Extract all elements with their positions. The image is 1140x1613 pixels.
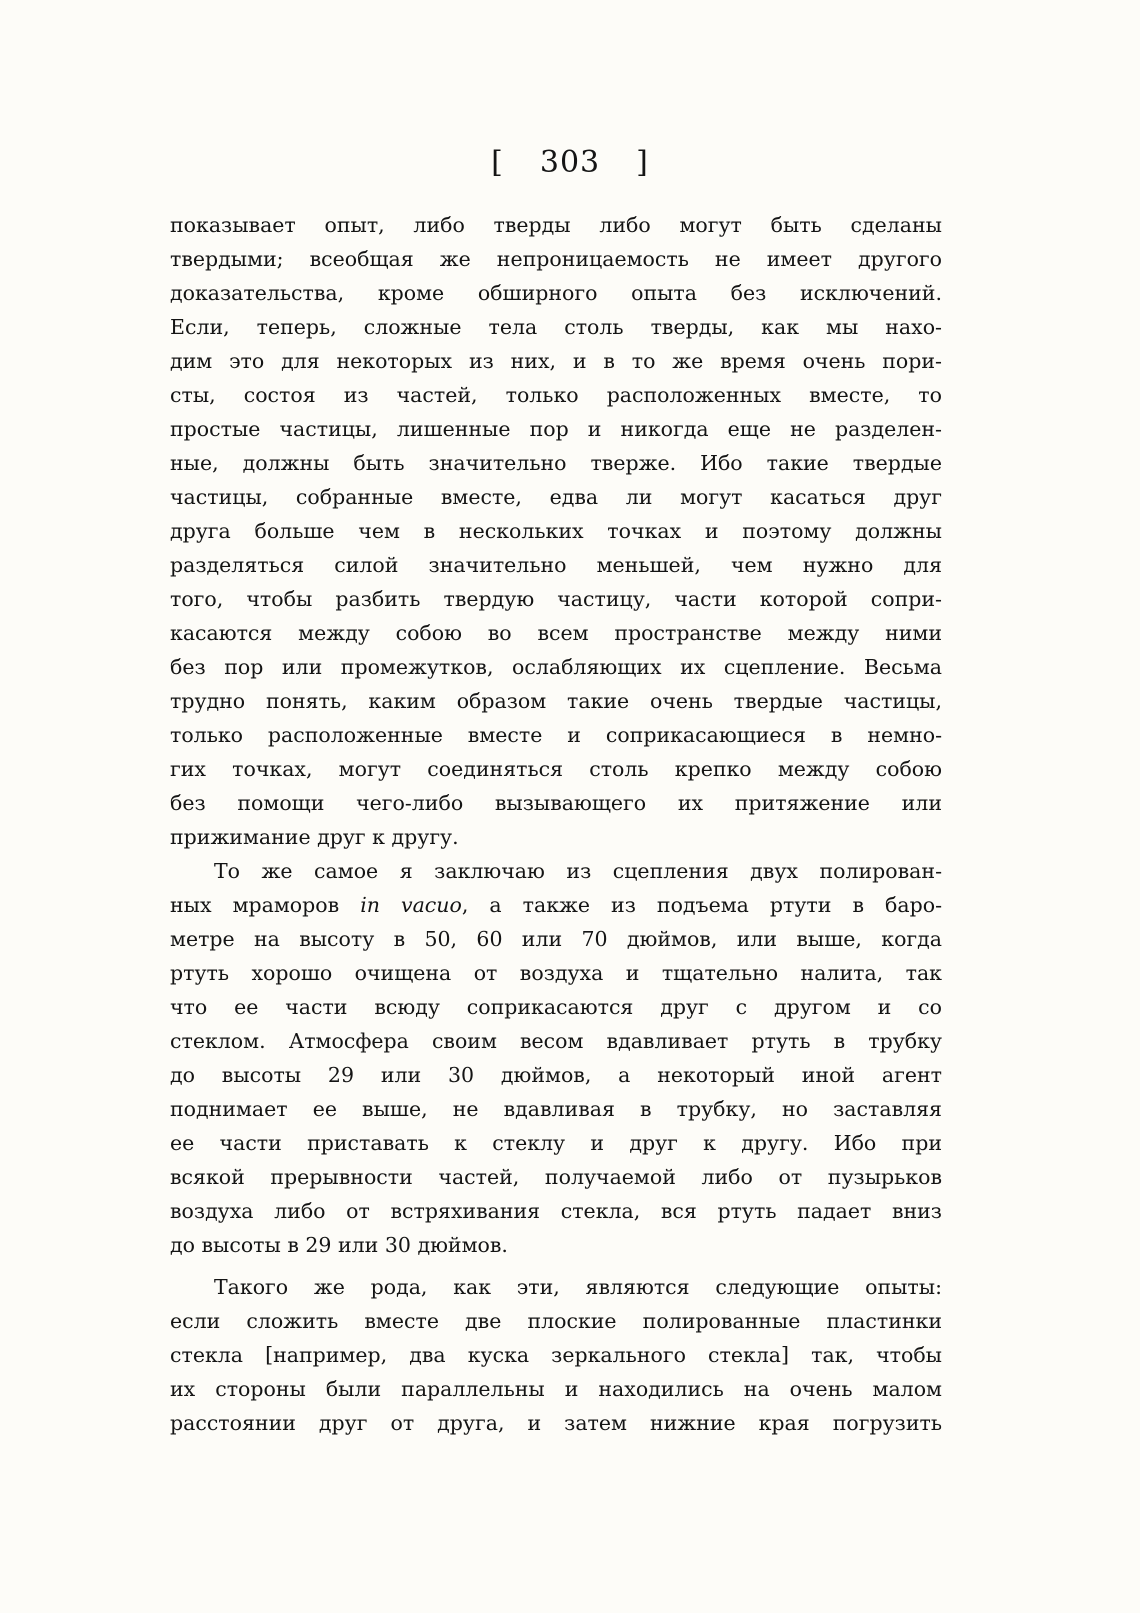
text-line: того, чтобы разбить твердую частицу, части которой сопри- bbox=[170, 587, 942, 611]
text-line: стеклом. Атмосфера своим весом вдавливает ртуть в трубку bbox=[170, 1029, 942, 1053]
text-line: сты, состоя из частей, только расположенных вместе, то bbox=[170, 383, 942, 407]
text-line: трудно понять, каким образом такие очень твердые частицы, bbox=[170, 689, 942, 713]
text-line: без пор или промежутков, ослабляющих их сцепление. Весьма bbox=[170, 655, 942, 679]
text-line: стекла [например, два куска зеркального стекла] так, чтобы bbox=[170, 1343, 942, 1367]
text-fragment: ных мраморов bbox=[170, 893, 361, 917]
page-number: 303 bbox=[539, 145, 601, 180]
text-line-mixed bbox=[170, 888, 942, 922]
text-line: что ее части всюду соприкасаются друг с другом и со bbox=[170, 995, 942, 1019]
text-line: метре на высоту в 50, 60 или 70 дюймов, или выше, когда bbox=[170, 927, 942, 951]
body-text bbox=[170, 208, 942, 1440]
text-line: простые частицы, лишенные пор и никогда еще не разделен- bbox=[170, 417, 942, 441]
page-number-header bbox=[0, 145, 1140, 180]
text-line: Если, теперь, сложные тела столь тверды, как мы нахо- bbox=[170, 315, 942, 339]
text-line: поднимает ее выше, не вдавливая в трубку, но заставляя bbox=[170, 1097, 942, 1121]
text-line: То же самое я заключаю из сцепления двух полирован- bbox=[214, 859, 942, 883]
paragraph-gap bbox=[170, 1262, 942, 1270]
paragraph-1 bbox=[170, 208, 942, 854]
paragraph-2 bbox=[170, 854, 942, 1262]
text-line: ные, должны быть значительно тверже. Ибо такие твердые bbox=[170, 451, 942, 475]
text-line: друга больше чем в нескольких точках и поэтому должны bbox=[170, 519, 942, 543]
text-line: без помощи чего-либо вызывающего их притяжение или bbox=[170, 791, 942, 815]
text-line: если сложить вместе две плоские полированные пластинки bbox=[170, 1309, 942, 1333]
text-line: дим это для некоторых из них, и в то же время очень пори- bbox=[170, 349, 942, 373]
close-bracket: ] bbox=[636, 145, 649, 180]
text-line: гих точках, могут соединяться столь крепко между собою bbox=[170, 757, 942, 781]
text-line: показывает опыт, либо тверды либо могут быть сделаны bbox=[170, 213, 942, 237]
text-line: до высоты 29 или 30 дюймов, а некоторый иной агент bbox=[170, 1063, 942, 1087]
text-line: ее части приставать к стеклу и друг к другу. Ибо при bbox=[170, 1131, 942, 1155]
text-line: касаются между собою во всем пространстве между ними bbox=[170, 621, 942, 645]
text-line: до высоты в 29 или 30 дюймов. bbox=[170, 1233, 508, 1257]
text-line: расстоянии друг от друга, и затем нижние края погрузить bbox=[170, 1411, 942, 1435]
text-line: воздуха либо от встряхивания стекла, вся ртуть падает вниз bbox=[170, 1199, 942, 1223]
text-line: ртуть хорошо очищена от воздуха и тщательно налита, так bbox=[170, 961, 942, 985]
text-line: всякой прерывности частей, получаемой либо от пузырьков bbox=[170, 1165, 942, 1189]
text-fragment: , а также из подъема ртути в баро- bbox=[461, 893, 942, 917]
text-line: их стороны были параллельны и находились на очень малом bbox=[170, 1377, 942, 1401]
text-line: доказательства, кроме обширного опыта без исключений. bbox=[170, 281, 942, 305]
italic-phrase: in vacuo bbox=[360, 893, 462, 917]
text-line: прижимание друг к другу. bbox=[170, 825, 459, 849]
text-line: твердыми; всеобщая же непроницаемость не имеет другого bbox=[170, 247, 942, 271]
text-line: только расположенные вместе и соприкасающиеся в немно- bbox=[170, 723, 942, 747]
text-line: разделяться силой значительно меньшей, чем нужно для bbox=[170, 553, 942, 577]
open-bracket: [ bbox=[491, 145, 504, 180]
text-line: Такого же рода, как эти, являются следующие опыты: bbox=[214, 1275, 942, 1299]
paragraph-3 bbox=[170, 1270, 942, 1440]
text-line: частицы, собранные вместе, едва ли могут касаться друг bbox=[170, 485, 942, 509]
